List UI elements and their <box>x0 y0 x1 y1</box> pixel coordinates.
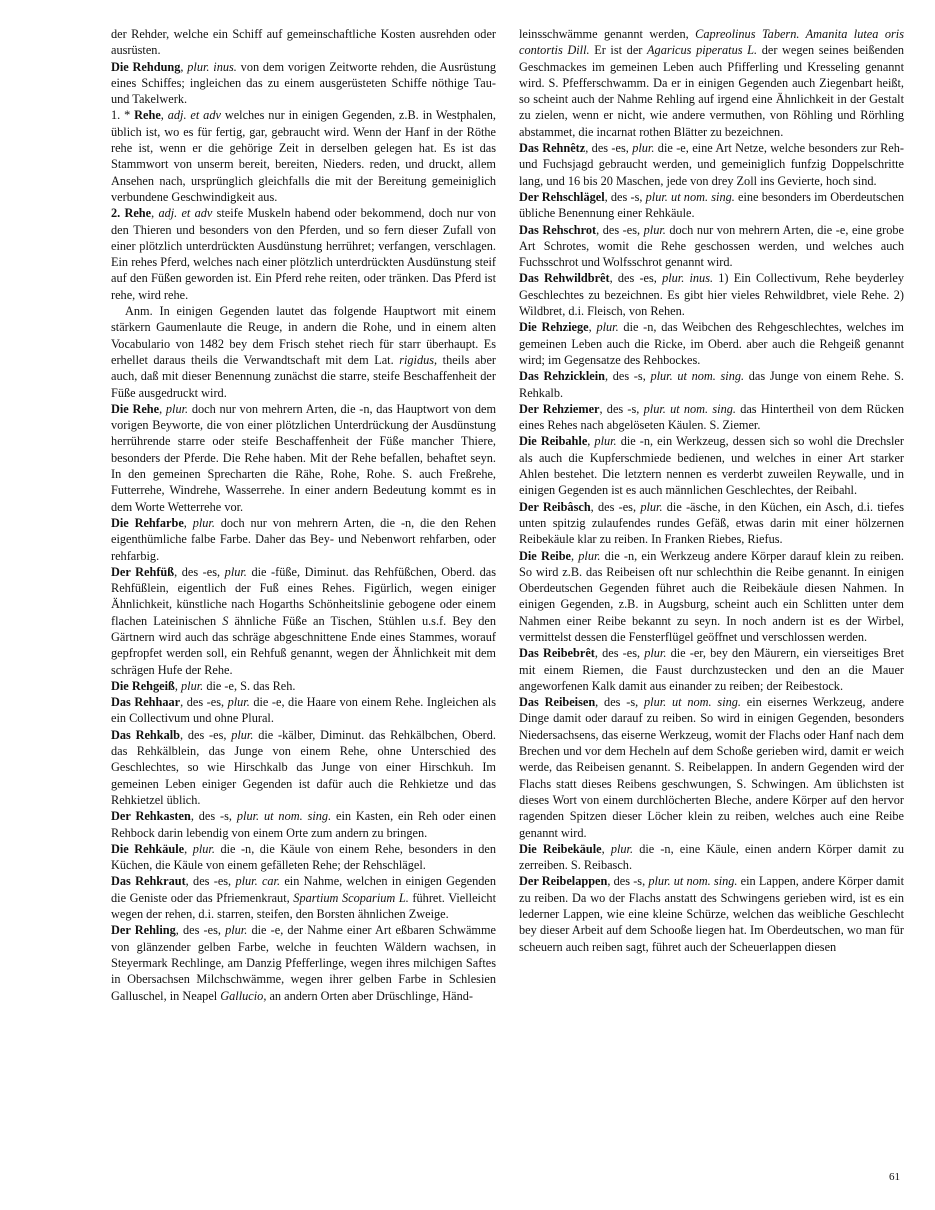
dictionary-entry <box>519 270 904 319</box>
entry-headword: Das Rehwildbrêt <box>519 271 610 286</box>
entry-text: , <box>160 108 168 123</box>
entry-text: , des -es, <box>590 499 641 514</box>
dictionary-entry <box>111 303 496 401</box>
entry-headword: Die Reibahle <box>519 434 588 449</box>
entry-text: die -kälber, Diminut. das Rehkälbchen, Oberd. das Rehkälblein, das Junge von einem Rehe, ohne Unterschied des Geschlechtes, so wie Hirschkalb das Junge von einer Hirschkuh. Im gemeinen Leben einiger Gegenden ist dafür auch die Rehkietze und das Rehkietzel üblich. <box>111 727 496 807</box>
entry-text: , des -es, <box>180 695 228 710</box>
dictionary-entry <box>519 368 904 401</box>
entry-grammar-note: plur. <box>643 222 666 237</box>
entry-text: Anm. In einigen Gegenden lautet das folgende Hauptwort mit einem stärkern Gaumenlaute die Reuge, in andern die Rohe, und in einem alten Vocabulario von 1482 bey dem Frisch stehet riech für starr überhaupt. Es erhellet daraus theils die Verwandtschaft mit dem Lat. <box>111 304 496 367</box>
entry-headword: Das Rehkraut <box>111 874 186 889</box>
entry-text: , des -es, <box>585 141 633 156</box>
entry-headword: Die Rehgeiß <box>111 678 175 693</box>
entry-text: , des -s, <box>604 189 646 204</box>
entry-text: doch nur von mehrern Arten, die -e, eine grobe Art Schrotes, womit die Rehe geschossen werden, und welches auch Fuchsschrot und Wolfsschrot genannt wird. <box>519 222 904 270</box>
entry-text: , des -es, <box>185 874 236 889</box>
entry-headword: Das Rehzicklein <box>519 369 605 384</box>
entry-text: leinsschwämme genannt werden, <box>519 27 696 41</box>
dictionary-entry <box>111 922 496 1003</box>
entry-text: 1) Ein Collectivum, Rehe beyderley Geschlechtes zu bezeichnen. Es gibt hier vieles Rehwildbret, viele Rehe. 2) Wildbret, d.i. Fleisch, von Rehen. <box>519 271 904 319</box>
entry-headword: Das Reibebrêt <box>519 646 595 661</box>
entry-grammar-note: adj. et adv <box>158 206 213 221</box>
entry-text: eine besonders im Oberdeutschen übliche Benennung einer Rehkäule. <box>519 189 904 221</box>
entry-text: , <box>183 515 193 530</box>
entry-text: , des -es, <box>175 923 226 938</box>
entry-headword: Das Rehschrot <box>519 222 597 237</box>
entry-headword: Die Rehfarbe <box>111 515 184 530</box>
entry-text: die -n, ein Werkzeug, dessen sich so wohl die Drechsler als auch die Kupferschmiede bedienen, und welches in einer Art starker Ahlen bestehet. Die letztern nennen es verderbt zuweilen Reywalle, und in einigen Gegenden ist es auch männlichen Geschlechtes, der Reibahl. <box>519 434 904 498</box>
entry-grammar-note: plur. <box>610 841 634 856</box>
entry-grammar-note: plur. <box>640 499 663 514</box>
entry-text: das Junge von einem Rehe. S. Rehkalb. <box>519 369 904 400</box>
dictionary-entry <box>519 140 904 189</box>
right-column <box>519 26 904 955</box>
entry-grammar-note: plur. ut nom. sing. <box>236 809 332 824</box>
entry-text: , des -es, <box>609 271 663 286</box>
entry-headword: Der Reibelappen <box>519 874 608 889</box>
entry-text: die -n, eine Käule, einen andern Körper damit zu zerreiben. S. Reibasch. <box>519 841 904 873</box>
entry-grammar-note: plur. <box>594 434 617 449</box>
entry-text: die -e, der Nahme einer Art eßbaren Schwämme von glänzender gelben Farbe, welche in feuchten Wäldern wachsen, in Steyermark Rechlinge, am Danzig Pfefferlinge, wegen ihres milchigen Saftes in Obersachsen Milchschwämme, wegen ihrer gelben Farbe in Schlesien Galluschel, in Neapel <box>111 923 496 1003</box>
entry-text: die -er, bey den Mäurern, ein vierseitiges Bret mit einem Riemen, die Faust durchzustecken und den an die Mauer angeworfenen Kalk damit aus einander zu reiben; der Reibestock. <box>519 646 904 693</box>
entry-headword: Die Rehe <box>111 401 160 416</box>
dictionary-entry <box>111 841 496 874</box>
entry-text: , des -es, <box>174 564 225 579</box>
entry-headword: Die Rehziege <box>519 320 589 335</box>
entry-text: , des -es, <box>596 222 644 237</box>
entry-text: die -n, ein Werkzeug andere Körper darauf klein zu reiben. So wird z.B. das Reibeisen oft nur schlechthin die Reibe genannt. In einigen Oberdeutschen Gegenden führet auch die Reibekäule diesen Nahmen. In einigen Gegenden, z.B. in Augsburg, scheint auch ein Schlitten unter dem Nahmen einer Reibe bekannt zu seyn. In noch andern ist es der Wirbel, vermittelst dessen die Fensterflügel geöffnet und verschlossen werden. <box>519 548 904 644</box>
entry-headword: Die Rehdung <box>111 59 181 74</box>
entry-grammar-note: plur. ut nom. sing. <box>645 189 735 204</box>
entry-text: von dem vorigen Zeitworte rehden, die Ausrüstung eines Schiffes; ingleichen das zu einem ausgerüsteten Schiffe nöthige Tau- und Takelwerk. <box>111 59 497 107</box>
entry-text: doch nur von mehrern Arten, die -n, das Hauptwort von dem vorigen Beyworte, die von einer plötzlichen Unterdrückung der Ausdünstung herrührende starre oder steife Beschaffenheit der Füße mancher Thiere, besonders der Pferde. Die Rehe haben. Mit der Rehe befallen, behaftet seyn. In den gemeinen Sprecharten die Rähe, Rohe, Rohe. S. auch Freßrehe, Futterrehe, Windrehe, Wasserrehe. In einer andern Bedeutung kommt es in dem Worte Wetterrehe vor. <box>111 401 497 514</box>
entry-text: die -n, die Käule von einem Rehe, besonders in den Küchen, die Käule von einem gefälleten Rehe; der Rehschlägel. <box>111 841 496 873</box>
entry-headword: Die Reibe <box>519 548 571 563</box>
entry-text: , <box>184 841 193 856</box>
dictionary-entry <box>519 401 904 434</box>
dictionary-entry <box>111 873 496 922</box>
entry-headword: Der Rehschlägel <box>519 189 605 204</box>
entry-text: , des -es, <box>180 727 232 742</box>
entry-grammar-note: plur. <box>192 841 215 856</box>
entry-grammar-note: plur. ut nom. sing. <box>648 874 738 889</box>
entry-text: doch nur von mehrern Arten, die -n, die den Rehen eigenthümliche falbe Farbe. Daher das Bey- und Nebenwort rehfarben, oder rehfarbig. <box>111 515 496 563</box>
entry-headword: Der Rehkasten <box>111 809 191 824</box>
dictionary-entry <box>519 433 904 498</box>
entry-headword: Der Rehling <box>111 923 176 938</box>
entry-text: ähnliche Füße an Tischen, Stühlen u.s.f. Bey den Gärtnern wird auch das schräge abgeschnittene Ende eines Stammes, worauf gepfropfet werden soll, ein Rehfuß genannt, wegen der Ähnlichkeit mit dem schrägen Hufe der Rehe. <box>111 613 497 677</box>
dictionary-entry <box>519 645 904 694</box>
entry-text: an andern Orten aber Drüschlinge, Händ- <box>266 988 473 1003</box>
dictionary-entry <box>519 222 904 271</box>
dictionary-entry <box>519 841 904 874</box>
entry-grammar-note: adj. et adv <box>167 108 221 123</box>
dictionary-entry <box>111 727 496 808</box>
entry-grammar-note: Capreolinus Tabern. Amanita lutea oris contortis Dill. <box>519 27 904 58</box>
entry-text: der wegen seines beißenden Geschmackes im gemeinen Leben auch Pfifferling und Kresseling genannt wird. S. Pfefferschwamm. Da er in einigen Gegenden auch Ziegenbart heißt, so scheint auch der Nahme Rehling auf irgend eine Ähnlichkeit in der Gestalt zu zielen, wenn er nicht, wie andere vermuthen, von Röhling und Rörhling abstammet, die incarnat rothen Blätter zu bezeichnen. <box>519 43 904 139</box>
entry-headword: Das Reibeisen <box>519 695 596 710</box>
entry-headword: Das Rehhaar <box>111 695 181 710</box>
entry-grammar-note: plur. <box>632 141 655 156</box>
entry-grammar-note: plur. ut nom. sing. <box>644 695 741 710</box>
entry-grammar-note: plur. <box>224 564 247 579</box>
entry-text: die -e, eine Art Netze, welche besonders zur Reh- und Fuchsjagd gebraucht werden, und gemeiniglich funfzig Doppelschritte lang, und 16 bis 20 Maschen, jede von drey Zoll ins Gevierte, hoch sind. <box>519 141 904 188</box>
dictionary-entry <box>519 499 904 548</box>
entry-text: , <box>180 59 188 74</box>
entry-text: führet. Vielleicht wegen der rehen, d.i. starren, steifen, den Borsten ähnlichen Zweige. <box>111 890 496 922</box>
entry-grammar-note: plur. <box>231 727 254 742</box>
entry-text: die -e, S. das Reh. <box>203 678 296 693</box>
entry-text: der Rehder, welche ein Schiff auf gemeinschaftliche Kosten ausrehden oder ausrüsten. <box>111 27 496 58</box>
entry-text: ein eisernes Werkzeug, andere Dinge damit oder darauf zu reiben. So wird in einigen Gegenden, besonders Niedersachsens, das eiserne Werkzeug, womit der Flachs oder Hanf nach dem Brechen und vor dem Hecheln auf dem Schoße gerieben wird, damit er weich werde, das Reibeisen genannt. S. Reibelappen. In andern Gegenden wird der Flachs statt dieses Reibens geschwungen, S. Schwingen. Am üblichsten ist dieses Wort von einem durchlöcherten Bleche, andere Körper auf den hervor ragenden Spitzen dieser Löcher klein zu reiben, welches auch eine Reibe genannt wird. <box>519 695 904 840</box>
entry-grammar-note: Gallucio, <box>220 988 267 1003</box>
entry-grammar-note: plur. <box>596 320 619 335</box>
dictionary-entry <box>111 564 496 678</box>
dictionary-entry <box>111 401 496 515</box>
entry-headword: Der Rehziemer <box>519 401 600 416</box>
dictionary-entry <box>519 694 904 841</box>
entry-grammar-note: Spartium Scoparium L. <box>293 890 409 905</box>
entry-headword: Das Rehkalb <box>111 727 181 742</box>
entry-text: , des -s, <box>607 874 649 889</box>
entry-text: , des -s, <box>604 369 651 384</box>
entry-text: , des -es, <box>594 646 645 661</box>
dictionary-entry <box>519 548 904 646</box>
entry-grammar-note: plur. <box>578 548 601 563</box>
dictionary-entry <box>111 59 496 108</box>
entry-text: , des -s, <box>190 809 237 824</box>
entry-text: , des -s, <box>595 695 644 710</box>
dictionary-entry <box>519 873 904 954</box>
dictionary-entry <box>111 26 496 59</box>
entry-text: , <box>588 320 597 335</box>
entry-grammar-note: plur. <box>181 678 204 693</box>
entry-grammar-note: rigidus, <box>399 352 438 367</box>
entry-headword: Der Reibâsch <box>519 499 591 514</box>
entry-grammar-note: plur. car. <box>235 874 281 889</box>
entry-text: die -e, die Haare von einem Rehe. Ingleichen als ein Collectivum und ohne Plural. <box>111 695 496 726</box>
entry-text: ein Lappen, andere Körper damit zu reiben. Da wo der Flachs anstatt des Schwingens gerieben wird, ist es ein lederner Lappen, wie eine kleine Schürze, welchen das weibliche Geschlecht bey dieser Arbeit auf dem Schooße liegen hat. Im Oberdeutschen, wo man für scheuern auch reiben sagt, führet auch der Scheuerlappen diesen <box>519 874 904 954</box>
entry-grammar-note: plur. <box>225 923 248 938</box>
entry-grammar-note: plur. <box>227 695 250 710</box>
entry-headword: 2. Rehe <box>111 206 152 221</box>
dictionary-entry <box>519 189 904 222</box>
entry-grammar-note: plur. <box>644 646 667 661</box>
entry-text: theils aber auch, daß mit dieser Benennung zunächst die starre, steife Beschaffenheit der Füße ausgedruckt wird. <box>111 352 496 400</box>
dictionary-entry <box>111 107 496 205</box>
entry-grammar-note: S <box>222 613 229 628</box>
entry-headword: Rehe <box>134 108 161 123</box>
entry-headword: Der Rehfüß <box>111 564 175 579</box>
entry-text: , <box>159 401 166 416</box>
entry-text: die -füße, Diminut. das Rehfüßchen, Oberd. das Rehfüßlein, eigentlich der Fuß eines Rehes. Figürlich, wegen einiger Ähnlichkeit, künstliche nach Hogarths Schönheitslinie gebogene oder einem flachen Lateinischen <box>111 564 497 628</box>
entry-text: die -n, das Weibchen des Rehgeschlechtes, welches im gemeinen Leben auch die Ricke, im Oberd. aber auch die Rehgeiß genannt wird; im Gegensatze des Rehbockes. <box>519 320 904 367</box>
dictionary-entry <box>111 694 496 727</box>
entry-text: ein Kasten, ein Reh oder einen Rehbock darin lebendig von einem Orte zum andern zu bringen. <box>111 809 496 840</box>
left-column <box>111 26 496 1004</box>
entry-grammar-note: Agaricus piperatus L. <box>647 43 758 58</box>
entry-text: ein Nahme, welchen in einigen Gegenden die Geniste oder das Pfriemenkraut, <box>111 874 496 905</box>
entry-grammar-note: plur. <box>165 401 189 416</box>
dictionary-entry <box>111 515 496 564</box>
dictionary-entry <box>111 205 496 303</box>
entry-text: , <box>571 548 579 563</box>
entry-text: , <box>601 841 611 856</box>
entry-text: Er ist der <box>589 43 648 58</box>
entry-text: welches nur in einigen Gegenden, z.B. in Westphalen, üblich ist, wo es für fertig, gar, gebraucht wird. Wenn der Hanf in der Röthe rehe ist, wenn er die gehörige Zeit in derselben gelegen hat. Es ist das Stammwort von unserm bereit, bereiten, Nieders. reden, und druckt, allem Ansehen nach, ursprünglich gleichfalls die mit der Bereitung gemeiniglich verbundene Geschwindigkeit aus. <box>111 108 496 204</box>
dictionary-entry <box>111 808 496 841</box>
entry-text: , <box>151 206 159 221</box>
entry-headword: Die Reibekäule <box>519 841 602 856</box>
entry-text: die -äsche, in den Küchen, ein Asch, d.i. tiefes unten spitzig zulaufendes rundes Gefäß, etwas darin mit einer hölzernen Reibekäule klar zu reiben. In Franken Riebes, Riefus. <box>519 499 904 547</box>
entry-text: 1. * <box>111 108 135 123</box>
entry-text: steife Muskeln habend oder bekommend, doch nur von den Thieren und besonders von den Pferden, und so fern dieser Zufall von einer plötzlich unterdrückten Ausdünstung herrühret; verfangen, verschlagen. Ein rehes Pferd, welches nach einer plötzlich unterdrückten Ausdünstung steif auf den Füßen geworden ist. Ein Pferd rehe reiten, oder tränken. Das Pferd ist rehe, wird rehe. <box>111 206 496 302</box>
entry-text: , <box>174 678 182 693</box>
page-number: 61 <box>889 1171 900 1183</box>
entry-grammar-note: plur. <box>192 515 215 530</box>
dictionary-entry <box>519 26 904 140</box>
dictionary-entry <box>111 678 496 694</box>
dictionary-entry <box>519 319 904 368</box>
entry-grammar-note: plur. ut nom. sing. <box>643 401 736 416</box>
entry-grammar-note: plur. inus. <box>187 59 237 74</box>
entry-headword: Die Rehkäule <box>111 841 185 856</box>
entry-text: , <box>587 434 595 449</box>
entry-text: , des -s, <box>599 401 644 416</box>
entry-grammar-note: plur. ut nom. sing. <box>650 369 745 384</box>
entry-grammar-note: plur. inus. <box>662 271 714 286</box>
entry-text: das Hintertheil von dem Rücken eines Rehes nach abgelöseten Käulen. S. Ziemer. <box>519 401 904 433</box>
entry-headword: Das Rehnêtz <box>519 141 586 156</box>
